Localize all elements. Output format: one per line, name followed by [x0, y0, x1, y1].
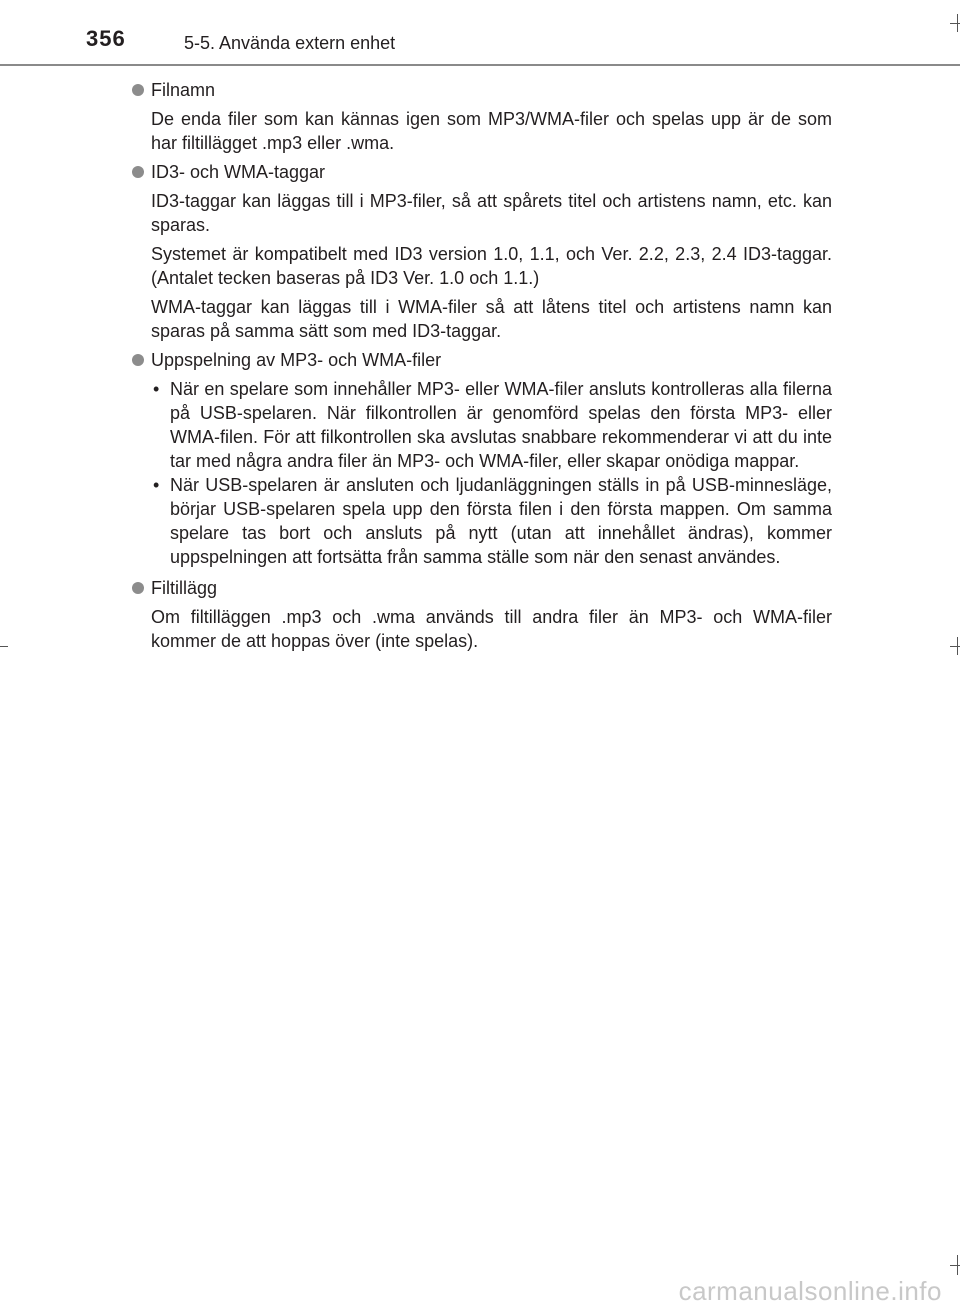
crop-mark: [950, 1265, 960, 1266]
list-item-id3-wma-taggar: [132, 160, 832, 343]
sub-bullet-text: När en spelare som innehåller MP3- eller WMA-filer ansluts kontrolleras alla filerna på USB-spelaren. När filkontrollen är genomförd spelas den första MP3- eller WMA-filen. För att filkontrollen ska avslutas snabbare rekommenderar vi att du inte tar med några andra filer än MP3- och WMA-filer, eller skapar onödiga mappar.: [170, 379, 832, 471]
item-heading: [132, 576, 832, 600]
content: [132, 78, 832, 658]
paragraph: De enda filer som kan kännas igen som MP3/WMA-filer och spelas upp är de som har filtillägget .mp3 eller .wma.: [151, 109, 832, 153]
item-heading: [132, 348, 832, 372]
item-title: Filnamn: [151, 80, 216, 100]
crop-mark: [950, 23, 960, 24]
bullet-icon: [132, 84, 144, 96]
sub-bullet-item: [151, 377, 832, 473]
list-item-uppspelning: [132, 348, 832, 569]
item-title: Uppspelning av MP3- och WMA-filer: [151, 350, 442, 370]
item-title: ID3- och WMA-taggar: [151, 162, 326, 182]
sub-bullet-item: [151, 473, 832, 569]
list-item-filnamn: [132, 78, 832, 155]
item-title: Filtillägg: [151, 578, 218, 598]
watermark[interactable]: carmanualsonline.info: [678, 1276, 942, 1306]
item-heading: [132, 160, 832, 184]
crop-mark: [0, 646, 8, 647]
bullet-icon: [132, 354, 144, 366]
page-number: 356: [86, 26, 126, 51]
dot-icon: •: [153, 475, 160, 495]
header-rule: [0, 64, 960, 66]
paragraph: WMA-taggar kan läggas till i WMA-filer så att låtens titel och artistens namn kan sparas på samma sätt som med ID3-taggar.: [151, 297, 832, 341]
list-item-filtillagg: [132, 576, 832, 653]
paragraph: Systemet är kompatibelt med ID3 version 1.0, 1.1, och Ver. 2.2, 2.3, 2.4 ID3-taggar. (Antalet tecken baseras på ID3 Ver. 1.0 och 1.1.): [151, 244, 832, 288]
sub-bullet-list: [151, 377, 832, 569]
bullet-icon: [132, 166, 144, 178]
section-title: 5-5. Använda extern enhet: [184, 33, 396, 53]
paragraph: ID3-taggar kan läggas till i MP3-filer, så att spårets titel och artistens namn, etc. kan sparas.: [151, 191, 832, 235]
crop-mark: [950, 646, 960, 647]
item-heading: [132, 78, 832, 102]
sub-bullet-text: När USB-spelaren är ansluten och ljudanläggningen ställs in på USB-minnesläge, börjar USB-spelaren spela upp den första filen i den första mappen. Om samma spelare tas bort och ansluts på nytt (utan att innehållet ändras), kommer uppspelningen att fortsätta från samma ställe som när den senast användes.: [170, 475, 832, 567]
paragraph: Om filtilläggen .mp3 och .wma används till andra filer än MP3- och WMA-filer kommer de att hoppas över (inte spelas).: [151, 607, 832, 651]
dot-icon: •: [153, 379, 160, 399]
bullet-icon: [132, 582, 144, 594]
